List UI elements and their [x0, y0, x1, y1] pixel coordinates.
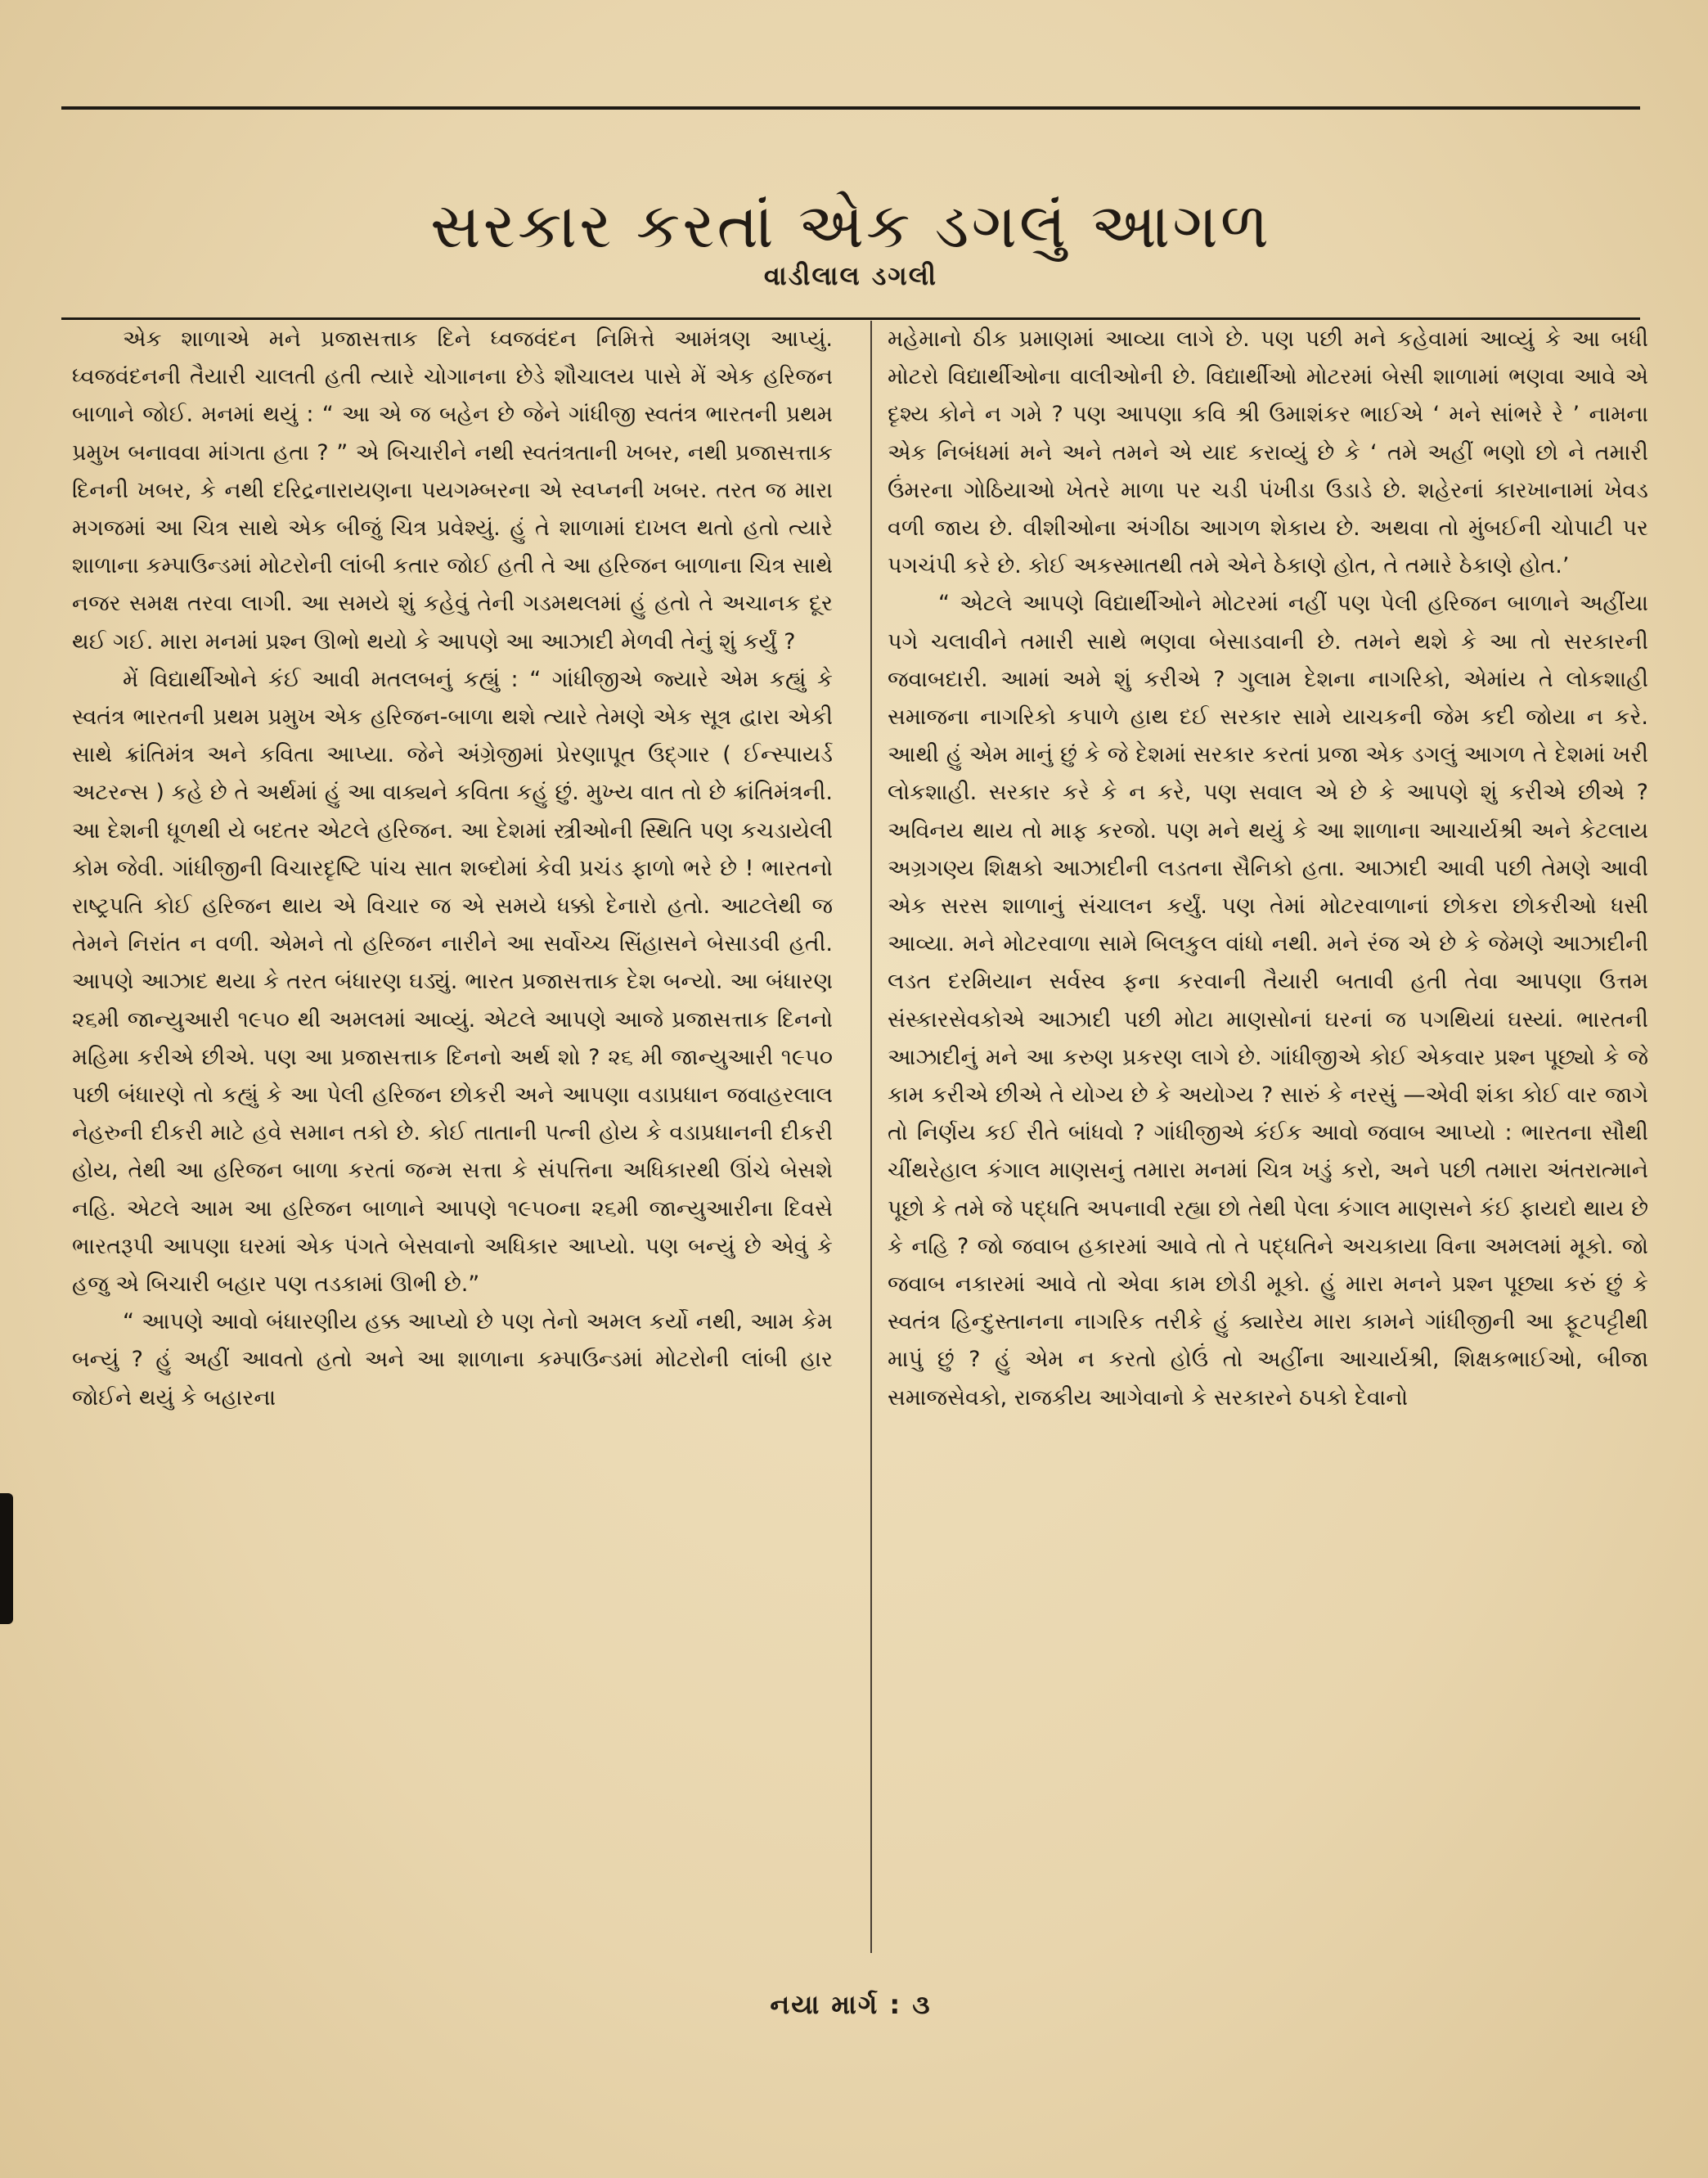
right-column: [888, 321, 1648, 1953]
page-footer: નયા માર્ગ : ૩: [770, 1989, 932, 2020]
header-rule: [61, 106, 1640, 110]
byline-rule: [61, 317, 1640, 320]
right-paragraph-1: મહેમાનો ઠીક પ્રમાણમાં આવ્યા લાગે છે. પણ પછી મને કહેવામાં આવ્યું કે આ બધી મોટરો વિદ્યાર્થીઓના વાલીઓની છે. વિદ્યાર્થીઓ મોટરમાં બેસી શાળામાં ભણવા આવે એ દૃશ્ય કોને ન ગમે ? પણ આપણા કવિ શ્રી ઉમાશંકર ભાઈએ ‘ મને સાંભરે રે ’ નામના એક નિબંધમાં મને અને તમને એ યાદ કરાવ્યું છે કે ‘ તમે અહીં ભણો છો ને તમારી ઉંમરના ગોઠિયાઓ ખેતરે માળા પર ચડી પંખીડા ઉડાડે છે. શહેરનાં કારખાનામાં ખેવડ વળી જાય છે. વીશીઓના અંગીઠા આગળ શેકાય છે. અથવા તો મુંબઈની ચોપાટી પર પગચંપી કરે છે. કોઈ અકસ્માતથી તમે એને ઠેકાણે હોત, તે તમારે ઠેકાણે હોત.’: [888, 326, 1648, 579]
article-title: સરકાર કરતાં એક ડગલું આગળ: [430, 188, 1271, 262]
left-paragraph-1: એક શાળાએ મને પ્રજાસત્તાક દિને ધ્વજવંદન નિમિત્તે આમંત્રણ આપ્યું. ધ્વજવંદનની તૈયારી ચાલતી હતી ત્યારે ચોગાનના છેડે શૌચાલય પાસે મેં એક હરિજન બાળાને જોઈ. મનમાં થયું : “ આ એ જ બહેન છે જેને ગાંધીજી સ્વતંત્ર ભારતની પ્રથમ પ્રમુખ બનાવવા માંગતા હતા ? ” એ બિચારીને નથી સ્વતંત્રતાની ખબર, નથી પ્રજાસત્તાક દિનની ખબર, કે નથી દરિદ્રનારાયણના પયગમ્બરના એ સ્વપ્નની ખબર. તરત જ મારા મગજમાં આ ચિત્ર સાથે એક બીજું ચિત્ર પ્રવેશ્યું. હું તે શાળામાં દાખલ થતો હતો ત્યારે શાળાના કમ્પાઉન્ડમાં મોટરોની લાંબી કતાર જોઈ હતી તે આ હરિજન બાળાના ચિત્ર સાથે નજર સમક્ષ તરવા લાગી. આ સમયે શું કહેવું તેની ગડમથલમાં હું હતો તે અચાનક દૂર થઈ ગઈ. મારા મનમાં પ્રશ્ન ઊભો થયો કે આપણે આ આઝાદી મેળવી તેનું શું કર્યું ?: [72, 326, 833, 655]
right-paragraph-2: “ એટલે આપણે વિદ્યાર્થીઓને મોટરમાં નહીં પણ પેલી હરિજન બાળાને અહીંયા પગે ચલાવીને તમારી સાથે ભણવા બેસાડવાની છે. તમને થશે કે આ તો સરકારની જવાબદારી. આમાં અમે શું કરીએ ? ગુલામ દેશના નાગરિકો, એમાંય તે લોકશાહી સમાજના નાગરિકો કપાળે હાથ દઈ સરકાર સામે યાચકની જેમ કદી જોયા ન કરે. આથી હું એમ માનું છું કે જે દેશમાં સરકાર કરતાં પ્રજા એક ડગલું આગળ તે દેશમાં ખરી લોકશાહી. સરકાર કરે કે ન કરે, પણ સવાલ એ છે કે આપણે શું કરીએ છીએ ? અવિનય થાય તો માફ કરજો. પણ મને થયું કે આ શાળાના આચાર્યશ્રી અને કેટલાય અગ્રગણ્ય શિક્ષકો આઝાદીની લડતના સૈનિકો હતા. આઝાદી આવી પછી તેમણે આવી એક સરસ શાળાનું સંચાલન કર્યું. પણ તેમાં મોટરવાળાનાં છોકરા છોકરીઓ ધસી આવ્યા. મને મોટરવાળા સામે બિલકુલ વાંધો નથી. મને રંજ એ છે કે જેમણે આઝાદીની લડત દરમિયાન સર્વસ્વ ફના કરવાની તૈયારી બતાવી હતી તેવા આપણા ઉત્તમ સંસ્કારસેવકોએ આઝાદી પછી મોટા માણસોનાં ઘરનાં જ પગથિયાં ઘસ્યાં. ભારતની આઝાદીનું મને આ કરુણ પ્રકરણ લાગે છે. ગાંધીજીએ કોઈ એકવાર પ્રશ્ન પૂછ્યો કે જે કામ કરીએ છીએ તે યોગ્ય છે કે અયોગ્ય ? સારું કે નરસું —એવી શંકા કોઈ વાર જાગે તો નિર્ણય કઈ રીતે બાંધવો ? ગાંધીજીએ કંઈક આવો જવાબ આપ્યો : ભારતના સૌથી ચીંથરેહાલ કંગાલ માણસનું તમારા મનમાં ચિત્ર ખડું કરો, અને પછી તમારા અંતરાત્માને પૂછો કે તમે જે પદ્ધતિ અપનાવી રહ્યા છો તેથી પેલા કંગાલ માણસને કંઈ ફાયદો થાય છે કે નહિ ? જો જવાબ હકારમાં આવે તો તે પદ્ધતિને અચકાયા વિના અમલમાં મૂકો. જો જવાબ નકારમાં આવે તો એવા કામ છોડી મૂકો. હું મારા મનને પ્રશ્ન પૂછ્યા કરું છું કે સ્વતંત્ર હિન્દુસ્તાનના નાગરિક તરીકે હું ક્યારેય મારા કામને ગાંધીજીની આ ફૂટપટ્ટીથી માપું છું ? હું એમ ન કરતો હોઉં તો અહીંના આચાર્યશ્રી, શિક્ષકભાઈઓ, બીજા સમાજસેવકો, રાજકીય આગેવાનો કે સરકારને ઠપકો દેવાનો: [888, 591, 1648, 1411]
article-author: વાડીલાલ ડગલી: [763, 260, 938, 291]
left-column: [72, 321, 833, 1953]
left-paragraph-2: મેં વિદ્યાર્થીઓને કંઈ આવી મતલબનું કહ્યું : “ ગાંધીજીએ જ્યારે એમ કહ્યું કે સ્વતંત્ર ભારતની પ્રથમ પ્રમુખ એક હરિજન-બાળા થશે ત્યારે તેમણે એક સૂત્ર દ્વારા એકી સાથે ક્રાંતિમંત્ર અને કવિતા આપ્યા. જેને અંગ્રેજીમાં પ્રેરણાપૂત ઉદ્ગાર ( ઈન્સ્પાયર્ડ અટરન્સ ) કહે છે તે અર્થમાં હું આ વાક્યને કવિતા કહું છું. મુખ્ય વાત તો છે ક્રાંતિમંત્રની. આ દેશની ધૂળથી યે બદતર એટલે હરિજન. આ દેશમાં સ્ત્રીઓની સ્થિતિ પણ કચડાયેલી કોમ જેવી. ગાંધીજીની વિચારદૃષ્ટિ પાંચ સાત શબ્દોમાં કેવી પ્રચંડ ફાળો ભરે છે ! ભારતનો રાષ્ટ્રપતિ કોઈ હરિજન થાય એ વિચાર જ એ સમયે ધક્કો દેનારો હતો. આટલેથી જ તેમને નિરાંત ન વળી. એમને તો હરિજન નારીને આ સર્વોચ્ચ સિંહાસને બેસાડવી હતી. આપણે આઝાદ થયા કે તરત બંધારણ ઘડ્યું. ભારત પ્રજાસત્તાક દેશ બન્યો. આ બંધારણ ૨૬મી જાન્યુઆરી ૧૯૫૦ થી અમલમાં આવ્યું. એટલે આપણે આજે પ્રજાસત્તાક દિનનો મહિમા કરીએ છીએ. પણ આ પ્રજાસત્તાક દિનનો અર્થ શો ? ૨૬ મી જાન્યુઆરી ૧૯૫૦ પછી બંધારણે તો કહ્યું કે આ પેલી હરિજન છોકરી અને આપણા વડાપ્રધાન જવાહરલાલ નેહરુની દીકરી માટે હવે સમાન તકો છે. કોઈ તાતાની પત્ની હોય કે વડાપ્રધાનની દીકરી હોય, તેથી આ હરિજન બાળા કરતાં જન્મ સત્તા કે સંપત્તિના અધિકારથી ઊંચે બેસશે નહિ. એટલે આમ આ હરિજન બાળાને આપણે ૧૯૫૦ના ૨૬મી જાન્યુઆરીના દિવસે ભારતરૂપી આપણા ઘરમાં એક પંગતે બેસવાનો અધિકાર આપ્યો. પણ બન્યું છે એવું કે હજુ એ બિચારી બહાર પણ તડકામાં ઊભી છે.”: [72, 666, 833, 1298]
column-divider: [870, 321, 872, 1953]
left-paragraph-3: “ આપણે આવો બંધારણીય હક્ક આપ્યો છે પણ તેનો અમલ કર્યો નથી, આમ કેમ બન્યું ? હું અહીં આવતો હતો અને આ શાળાના કમ્પાઉન્ડમાં મોટરોની લાંબી હાર જોઈને થયું કે બહારના: [72, 1309, 833, 1411]
torn-edge-mark: [0, 1493, 13, 1624]
